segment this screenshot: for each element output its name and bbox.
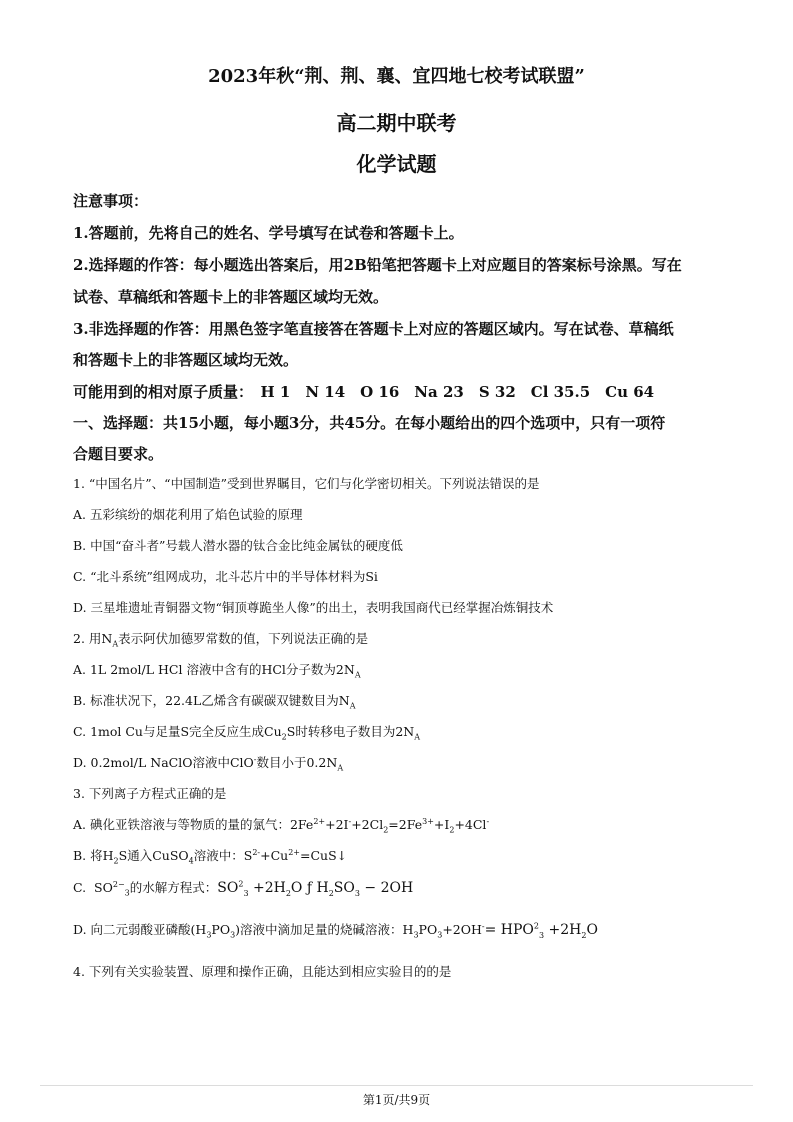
exam-title-subject: 化学试题: [356, 152, 437, 176]
notice-item-3b: 和答题卡上的非答题区域均无效。: [73, 351, 299, 369]
q2-option-b: B. 标准状况下，22.4L乙烯含有碳碳双键数目为$N_A$: [73, 693, 356, 711]
q3-stem: 3. 下列离子方程式正确的是: [73, 786, 227, 801]
q2-stem: 2. 用$N_A$表示阿伏加德罗常数的值，下列说法正确的是: [73, 631, 369, 649]
q1-option-b: B. 中国“奋斗者”号载人潜水器的钛合金比纯金属钛的硬度低: [73, 538, 403, 553]
q4-stem: 4. 下列有关实验装置、原理和操作正确，且能达到相应实验目的的是: [73, 964, 452, 979]
q2-option-a: A. 1L 2mol/L HCl 溶液中含有的HCl分子数为$2N_A$: [73, 662, 361, 680]
q2-option-c: C. 1mol Cu与足量S完全反应生成$Cu_2S$时转移电子数目为$2N_A$: [73, 724, 421, 742]
q1-option-d: D. 三星堆遗址青铜器文物“铜顶尊跪坐人像”的出土，表明我国商代已经掌握冶炼铜技术: [73, 600, 554, 615]
notice-item-3a: 3.非选择题的作答：用黑色签字笔直接答在答题卡上对应的答题区域内。写在试卷、草稿纸: [73, 320, 674, 338]
q3-option-b: B. 将$H_2S$通入CuSO$_4$溶液中：$S^{2-}+Cu^{2+}=CuS↓$: [73, 847, 348, 866]
notice-heading: 注意事项：: [73, 192, 149, 210]
q1-option-a: A. 五彩缤纷的烟花利用了焰色试验的原理: [73, 507, 303, 522]
q3-option-d: D. 向二元弱酸亚磷酸$(H_3PO_3)$溶液中滴加足量的烧碱溶液：$H_3PO_3+2OH^-= HPO^2_3 +2H_2O$: [73, 921, 598, 940]
atomic-masses: 可能用到的相对原子质量： H 1 N 14 O 16 Na 23 S 32 Cl 35.5 Cu 64: [73, 383, 655, 401]
footer-divider: [40, 1085, 753, 1086]
q2-option-d: D. 0.2mol/L NaClO溶液中ClO-数目小于$0.2N_A$: [73, 754, 344, 773]
q1-option-c: C. “北斗系统”组网成功，北斗芯片中的半导体材料为Si: [73, 569, 378, 584]
notice-item-1: 1.答题前，先将自己的姓名、学号填写在试卷和答题卡上。: [73, 224, 464, 242]
exam-title-line1: 2023年秋“荆、荆、襄、宜四地七校考试联盟”: [208, 66, 585, 87]
q3-option-c: C. $SO^{2-}_3$的水解方程式：$SO^2_3 +2H_2O$ ƒ $H_2SO_3 - 2OH$: [73, 879, 414, 898]
page-number: 第1页/共9页: [362, 1093, 431, 1107]
q1-stem: 1. “中国名片”、“中国制造”受到世界瞩目，它们与化学密切相关。下列说法错误的是: [73, 476, 540, 491]
notice-item-2b: 试卷、草稿纸和答题卡上的非答题区域均无效。: [73, 288, 389, 306]
q3-option-a: A. 碘化亚铁溶液与等物质的量的氯气：$2Fe^{2+}+2I^-+2Cl_2=2Fe^{3+}+I_2+4Cl^-$: [73, 816, 490, 835]
section-heading-a: 一、选择题：共15小题，每小题3分，共45分。在每小题给出的四个选项中，只有一项符: [73, 414, 666, 432]
exam-title-line2: 高二期中联考: [336, 111, 457, 135]
section-heading-b: 合题目要求。: [73, 445, 164, 463]
notice-item-2a: 2.选择题的作答：每小题选出答案后，用2B铅笔把答题卡上对应题目的答案标号涂黑。写在: [73, 256, 682, 274]
